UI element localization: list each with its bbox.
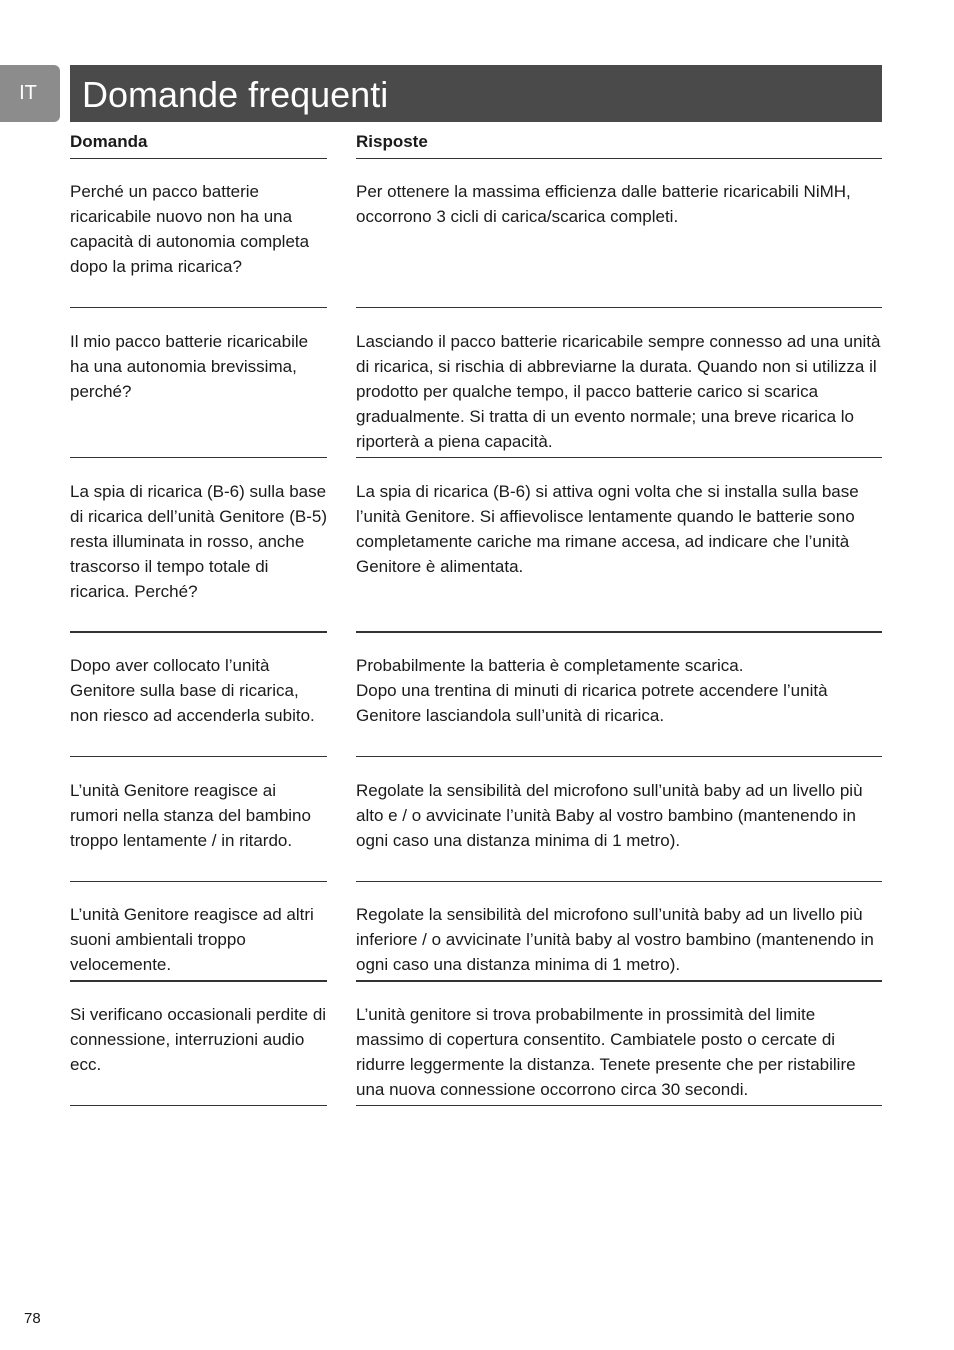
faq-answer: Per ottenere la massima efficienza dalle batterie ricaricabili NiMH, occorrono 3 cicli di carica/scarica completi. [356,179,882,308]
faq-question: Si verificano occasionali perdite di connessione, interruzioni audio ecc. [70,1002,327,1106]
page-title: Domande frequenti [70,65,882,122]
faq-answer: Regolate la sensibilità del microfono sull’unità baby ad un livello più inferiore / o avvicinate l’unità baby al vostro bambino (mantenendo in ogni caso una distanza minima di 1 metro). [356,902,882,982]
faq-question: L’unità Genitore reagisce ad altri suoni ambientali troppo velocemente. [70,902,327,982]
faq-answer: L’unità genitore si trova probabilmente in prossimità del limite massimo di copertura consentito. Cambiatele posto o cercate di ridurre leggermente la distanza. Tenete presente che per ristabilire una nuova connessione occorrono circa 30 secondi. [356,1002,882,1106]
language-tab: IT [0,65,60,122]
faq-answer [356,653,882,757]
faq-answer: Regolate la sensibilità del microfono sull’unità baby ad un livello più alto e / o avvicinate l’unità Baby al vostro bambino (mantenendo in ogni caso una distanza minima di 1 metro). [356,778,882,882]
faq-question: Perché un pacco batterie ricaricabile nuovo non ha una capacità di autonomia completa dopo la prima ricarica? [70,179,327,308]
faq-question: Dopo aver collocato l’unità Genitore sulla base di ricarica, non riesco ad accenderla subito. [70,653,327,757]
faq-answer-line: Dopo una trentina di minuti di ricarica potrete accendere l’unità Genitore lasciandola sull’unità di ricarica. [356,681,828,725]
column-header-question: Domanda [70,130,327,159]
faq-question: La spia di ricarica (B-6) sulla base di ricarica dell’unità Genitore (B-5) resta illuminata in rosso, anche trascorso il tempo totale di ricarica. Perché? [70,479,327,633]
faq-answer: Lasciando il pacco batterie ricaricabile sempre connesso ad una unità di ricarica, si rischia di abbreviarne la durata. Quando non si utilizza il prodotto per qualche tempo, il pacco batterie carico si scarica gradualmente. Si tratta di un evento normale; una breve ricarica lo riporterà a piena capacità. [356,329,882,458]
faq-question: L’unità Genitore reagisce ai rumori nella stanza del bambino troppo lentamente / in ritardo. [70,778,327,882]
faq-answer: La spia di ricarica (B-6) si attiva ogni volta che si installa sulla base l’unità Genitore. Si affievolisce lentamente quando le batterie sono completamente cariche ma rimane accesa, ad indicare che l’unità Genitore è alimentata. [356,479,882,633]
faq-question: Il mio pacco batterie ricaricabile ha una autonomia brevissima, perché? [70,329,327,458]
column-header-answer: Risposte [356,130,882,159]
page-number: 78 [24,1310,41,1327]
faq-answer-line: Probabilmente la batteria è completamente scarica. [356,656,744,675]
